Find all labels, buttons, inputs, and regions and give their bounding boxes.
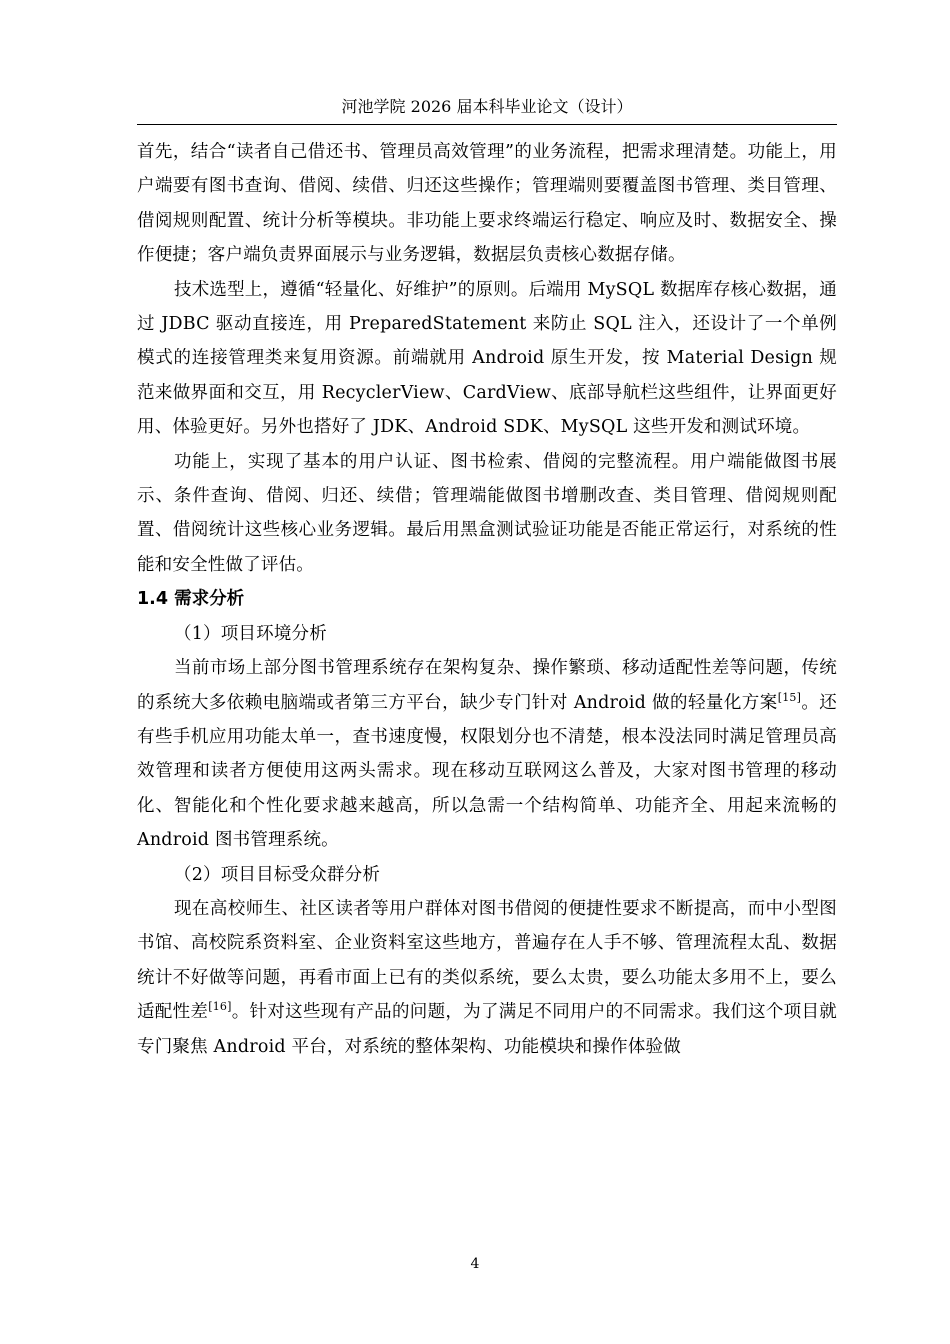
subsection-heading: （2）项目目标受众群分析 bbox=[174, 864, 381, 885]
running-header: 河池学院 2026 届本科毕业论文（设计） bbox=[341, 97, 633, 116]
paragraph: 首先，结合“读者自己借还书、管理员高效管理”的业务流程，把需求理清楚。功能上，用户端要有图书查询、借阅、续借、归还这些操作；管理端则要覆盖图书管理、类目管理、借阅规则配置、统计分析等模块。非功能上要求终端运行稳定、响应及时、数据安全、操作便捷；客户端负责界面展示与业务逻辑，数据层负责核心数据存储。 bbox=[137, 142, 837, 266]
citation: [15] bbox=[777, 690, 802, 704]
paragraph: 技术选型上，遵循“轻量化、好维护”的原则。后端用 MySQL 数据库存核心数据，通过 JDBC 驱动直接连，用 PreparedStatement 来防止 SQL 注入，还设计了一个单例模式的连接管理类来复用资源。前端就用 Android 原生开发，按 Material Design 规范来做界面和交互，用 RecyclerView、CardView、底部导航栏这些组件，让界面更好用、体验更好。另外也搭好了 JDK、Android SDK、MySQL 这些开发和测试环境。 bbox=[137, 279, 837, 438]
paragraph-text: 当前市场上部分图书管理系统存在架构复杂、操作繁琐、移动适配性差等问题，传统的系统大多依赖电脑端或者第三方平台，缺少专门针对 Android 做的轻量化方案 bbox=[137, 658, 837, 713]
header-rule bbox=[137, 124, 837, 125]
paragraph-text: 现在高校师生、社区读者等用户群体对图书借阅的便捷性要求不断提高，而中小型图书馆、高校院系资料室、企业资料室这些地方，普遍存在人手不够、管理流程太乱、数据统计不好做等问题，再看市面上已有的类似系统，要么太贵，要么功能太多用不上，要么适配性差 bbox=[137, 898, 837, 1023]
subsection-heading: （1）项目环境分析 bbox=[174, 623, 327, 644]
page-body bbox=[137, 135, 837, 1064]
paragraph: 功能上，实现了基本的用户认证、图书检索、借阅的完整流程。用户端能做图书展示、条件查询、借阅、归还、续借；管理端能做图书增删改查、类目管理、借阅规则配置、借阅统计这些核心业务逻辑。最后用黑盒测试验证功能是否能正常运行，对系统的性能和安全性做了评估。 bbox=[137, 451, 837, 575]
paragraph bbox=[137, 651, 837, 857]
section-heading: 1.4 需求分析 bbox=[137, 589, 245, 610]
paragraph-text: 。还有些手机应用功能太单一，查书速度慢，权限划分也不清楚，根本没法同时满足管理员高效管理和读者方便使用这两头需求。现在移动互联网这么普及，大家对图书管理的移动化、智能化和个性化要求越来越高，所以急需一个结构简单、功能齐全、用起来流畅的 Android 图书管理系统。 bbox=[137, 692, 837, 851]
paragraph bbox=[137, 892, 837, 1064]
citation: [16] bbox=[208, 1000, 232, 1014]
page-number: 4 bbox=[470, 1256, 480, 1272]
paragraph-text: 。针对这些现有产品的问题，为了满足不同用户的不同需求。我们这个项目就专门聚焦 Android 平台，对系统的整体架构、功能模块和操作体验做 bbox=[137, 1002, 837, 1057]
